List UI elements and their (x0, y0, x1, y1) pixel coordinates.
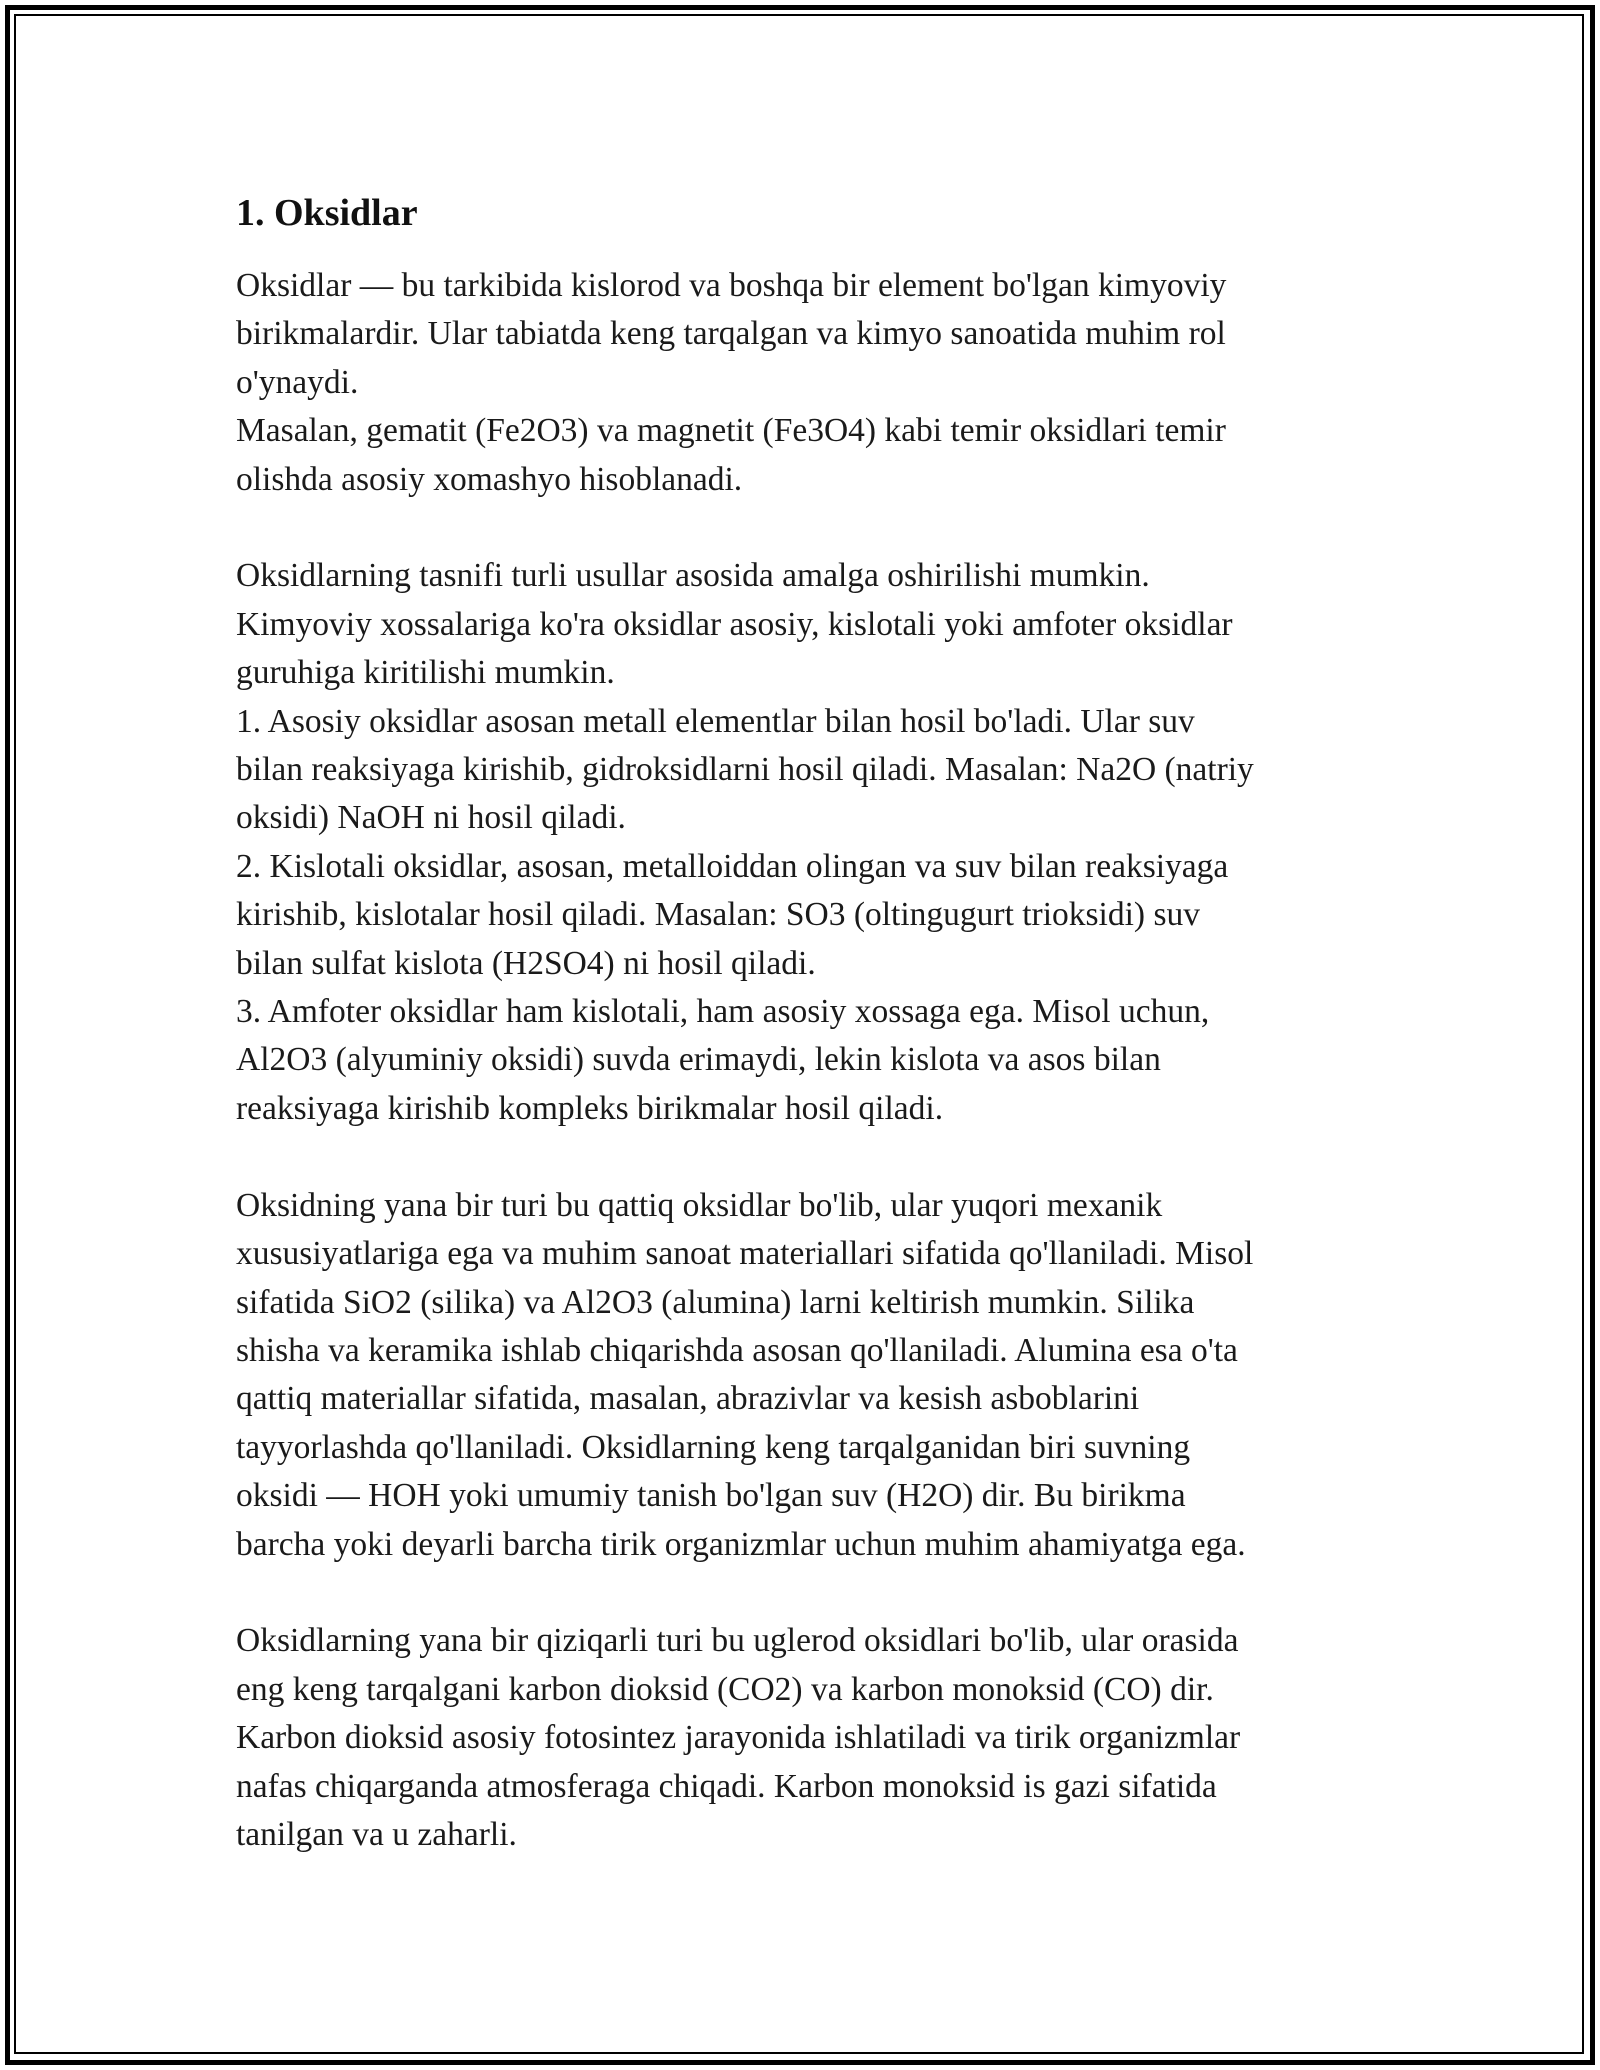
document-body (236, 184, 1366, 1859)
paragraph (236, 1617, 1366, 1859)
text-line: tayyorlashda qo'llaniladi. Oksidlarning keng tarqalganidan biri suvning (236, 1428, 1191, 1466)
text-line: guruhiga kiritilishi mumkin. (236, 654, 615, 692)
text-line: Masalan, gematit (Fe2O3) va magnetit (Fe3O4) kabi temir oksidlari temir (236, 412, 1226, 450)
text-line: barcha yoki deyarli barcha tirik organizmlar uchun muhim ahamiyatga ega. (236, 1525, 1246, 1563)
text-line: reaksiyaga kirishib kompleks birikmalar hosil qiladi. (236, 1089, 944, 1127)
text-line: Oksidlar — bu tarkibida kislorod va boshqa bir element bo'lgan kimyoviy (236, 267, 1227, 304)
text-line: 1. Asosiy oksidlar asosan metall elementlar bilan hosil bo'ladi. Ular suv (236, 702, 1195, 740)
paragraph (236, 1182, 1366, 1569)
section-heading: 1. Oksidlar (236, 192, 418, 234)
text-line: qattiq materiallar sifatida, masalan, abrazivlar va kesish asboblarini (236, 1380, 1140, 1418)
text-line: nafas chiqarganda atmosferaga chiqadi. Karbon monoksid is gazi sifatida (236, 1767, 1217, 1805)
text-line: xususiyatlariga ega va muhim sanoat materiallari sifatida qo'llaniladi. Misol (236, 1235, 1254, 1273)
paragraph-spacer (236, 504, 1366, 552)
paragraph (236, 262, 1366, 504)
text-line: bilan reaksiyaga kirishib, gidroksidlarni hosil qiladi. Masalan: Na2O (natriy (236, 751, 1254, 789)
text-line: tanilgan va u zaharli. (236, 1815, 517, 1853)
text-line: birikmalardir. Ular tabiatda keng tarqalgan va kimyo sanoatida muhim rol (236, 315, 1226, 353)
text-line: Kimyoviy xossalariga ko'ra oksidlar asosiy, kislotali yoki amfoter oksidlar (236, 605, 1233, 643)
text-line: 2. Kislotali oksidlar, asosan, metalloiddan olingan va suv bilan reaksiyaga (236, 847, 1229, 885)
text-line: sifatida SiO2 (silika) va Al2O3 (alumina) larni keltirish mumkin. Silika (236, 1283, 1195, 1321)
text-line: Oksidning yana bir turi bu qattiq oksidlar bo'lib, ular yuqori mexanik (236, 1186, 1163, 1224)
text-line: o'ynaydi. (236, 363, 359, 401)
text-line: eng keng tarqalgani karbon dioksid (CO2) va karbon monoksid (CO) dir. (236, 1670, 1214, 1708)
text-line: bilan sulfat kislota (H2SO4) ni hosil qiladi. (236, 944, 816, 982)
paragraph-list (236, 262, 1366, 1859)
text-line: Oksidlarning yana bir qiziqarli turi bu uglerod oksidlari bo'lib, ular orasida (236, 1622, 1239, 1660)
text-line: olishda asosiy xomashyo hisoblanadi. (236, 460, 743, 498)
paragraph (236, 552, 1366, 1133)
text-line: oksidi — HOH yoki umumiy tanish bo'lgan suv (H2O) dir. Bu birikma (236, 1477, 1186, 1515)
text-line: kirishib, kislotalar hosil qiladi. Masalan: SO3 (oltingugurt trioksidi) suv (236, 896, 1200, 934)
text-line: 3. Amfoter oksidlar ham kislotali, ham asosiy xossaga ega. Misol uchun, (236, 993, 1210, 1031)
text-line: Karbon dioksid asosiy fotosintez jarayonida ishlatiladi va tirik organizmlar (236, 1719, 1241, 1757)
paragraph-spacer (236, 1569, 1366, 1617)
paragraph-spacer (236, 1133, 1366, 1181)
text-line: Al2O3 (alyuminiy oksidi) suvda erimaydi, lekin kislota va asos bilan (236, 1041, 1161, 1079)
text-line: Oksidlarning tasnifi turli usullar asosida amalga oshirilishi mumkin. (236, 557, 1150, 595)
text-line: oksidi) NaOH ni hosil qiladi. (236, 799, 626, 837)
text-line: shisha va keramika ishlab chiqarishda asosan qo'llaniladi. Alumina esa o'ta (236, 1331, 1238, 1369)
